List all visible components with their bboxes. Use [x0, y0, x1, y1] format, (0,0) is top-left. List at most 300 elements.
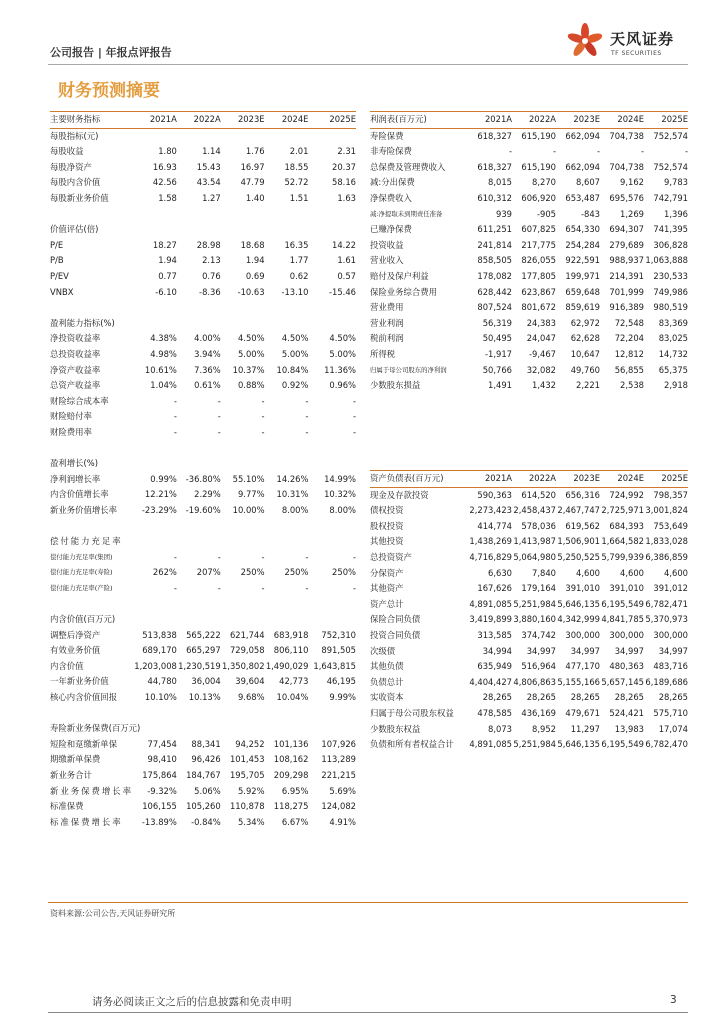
cell-value: 107,926 [321, 738, 356, 749]
cell-value: 28,265 [658, 692, 688, 703]
cell-value: - [217, 426, 221, 437]
cell-value: 5,657,145 [601, 676, 644, 687]
table-row [370, 628, 688, 644]
cell-value: - [261, 411, 265, 422]
row-label: 少数股东权益 [370, 723, 421, 734]
cell-value: 28,265 [570, 692, 600, 703]
year-header: 2021A [133, 112, 177, 129]
cell-value: 1,438,269 [469, 536, 512, 547]
disclaimer: 请务必阅读正文之后的信息披露和免责申明 [92, 996, 292, 1008]
table-row [370, 363, 688, 379]
cell-value: 741,395 [653, 224, 688, 235]
cell-value: 0.96% [329, 380, 356, 391]
year-header: 2022A [177, 112, 221, 129]
cell-value: 262% [152, 567, 177, 578]
cell-value: 683,918 [273, 629, 309, 640]
cell-value: 2,458,437 [513, 505, 556, 516]
row-label: P/B [50, 255, 64, 266]
cell-value: 2.01 [289, 146, 309, 157]
cell-value: 16.35 [284, 239, 309, 250]
row-label: 每股内含价值 [50, 177, 101, 188]
cell-value: 4,716,829 [469, 551, 512, 562]
cell-value: 42,773 [279, 676, 309, 687]
cell-value: -13.10 [281, 286, 309, 297]
cell-value: 742,791 [653, 192, 688, 203]
cell-value: 0.77 [158, 270, 177, 281]
table-row [370, 269, 688, 285]
row-label: 标准保费 [50, 801, 84, 812]
row-label: 投资合同负债 [370, 629, 421, 640]
row-label: 现金及存款投资 [370, 489, 429, 500]
cell-value: 250% [332, 567, 356, 578]
cell-value: 2,221 [576, 380, 600, 391]
cell-value: 1.94 [158, 255, 177, 266]
cell-value: 662,094 [565, 130, 600, 141]
cell-value: 46,195 [326, 676, 356, 687]
cell-value: 654,330 [565, 224, 600, 235]
row-label: 短险和趸缴新单保 [50, 738, 117, 749]
row-label: 财险赔付率 [50, 411, 92, 422]
cell-value: - [173, 582, 177, 593]
cell-value: 14,732 [658, 348, 688, 359]
cell-value: 610,312 [477, 192, 512, 203]
cell-value: 516,964 [521, 661, 556, 672]
row-label: P/E [50, 239, 64, 250]
cell-value: 279,689 [609, 239, 644, 250]
row-label: VNBX [50, 286, 74, 297]
cell-value: 618,327 [477, 161, 512, 172]
row-label: 其他资产 [370, 583, 404, 594]
cell-value: 6.95% [281, 785, 309, 796]
cell-value: 8.00% [281, 504, 309, 515]
cell-value: 414,774 [477, 520, 512, 531]
income-statement-table [370, 111, 688, 394]
cell-value: 8,015 [488, 177, 512, 188]
row-label: 净保费收入 [370, 192, 412, 203]
table-row [370, 316, 688, 332]
row-label: 其他投资 [370, 536, 404, 547]
group-header-row [50, 721, 356, 737]
cell-value: 391,012 [653, 583, 688, 594]
cell-value: - [552, 146, 556, 157]
cell-value: 619,562 [565, 520, 600, 531]
row-label: 调整后净资产 [50, 629, 101, 640]
cell-value: 47.79 [240, 177, 265, 188]
key-financial-indicators-table [50, 111, 356, 830]
cell-value: 88,341 [191, 738, 221, 749]
cell-value: 18.27 [152, 239, 177, 250]
breadcrumb: 公司报告 | 年报点评报告 [50, 46, 172, 59]
cell-value: 4,806,863 [513, 676, 556, 687]
cell-value: - [261, 426, 265, 437]
table-row [370, 690, 688, 706]
cell-value: 826,055 [521, 255, 556, 266]
cell-value: 313,585 [477, 629, 512, 640]
cell-value: 1.27 [202, 192, 221, 203]
cell-value: 6.67% [281, 816, 309, 827]
cell-value: 635,949 [477, 661, 512, 672]
table-row [50, 784, 356, 800]
cell-value: 8,270 [532, 177, 556, 188]
cell-value: 9,162 [620, 177, 644, 188]
cell-value: 749,986 [653, 286, 688, 297]
row-label: 资产总计 [370, 598, 404, 609]
cell-value: 5,646,135 [557, 598, 600, 609]
row-label: 偿付能力充足率(寿险) [50, 568, 113, 577]
cell-value: 590,363 [477, 489, 512, 500]
group-label: 价值评估(倍) [50, 224, 99, 235]
cell-value: 16.97 [240, 161, 265, 172]
cell-value: 50,495 [482, 333, 512, 344]
cell-value: 98,410 [147, 754, 177, 765]
group-label: 偿付能力充足率 [50, 536, 123, 547]
cell-value: 0.92% [281, 380, 309, 391]
cell-value: 724,992 [609, 489, 644, 500]
cell-value: 1,396 [664, 208, 688, 219]
year-header: 2025E [308, 112, 356, 129]
row-label: 期缴新单保费 [50, 754, 101, 765]
table-row [370, 519, 688, 535]
table-row [50, 378, 356, 394]
row-label: 归属于母公司股东权益 [370, 707, 454, 718]
row-label: 总投资资产 [370, 551, 412, 562]
cell-value: - [261, 551, 265, 562]
cell-value: 980,519 [653, 302, 688, 313]
cell-value: - [596, 146, 600, 157]
cell-value: 916,389 [609, 302, 644, 313]
table-row [50, 550, 356, 566]
cell-value: 5.00% [329, 348, 356, 359]
cell-value: -36.80% [185, 473, 221, 484]
cell-value: 478,585 [477, 707, 512, 718]
table-row [370, 160, 688, 176]
cell-value: 14.26% [276, 473, 309, 484]
year-header: 2024E [600, 471, 644, 488]
row-label: 非寿险保费 [370, 146, 412, 157]
cell-value: 108,162 [273, 754, 309, 765]
row-label: 赔付及保户利益 [370, 270, 429, 281]
cell-value: 2,467,747 [557, 505, 600, 516]
cell-value: 12.21% [144, 489, 177, 500]
cell-value: 18.55 [284, 161, 309, 172]
row-label: 所得税 [370, 348, 396, 359]
cell-value: 1,491 [488, 380, 512, 391]
cell-value: 56,319 [482, 317, 512, 328]
cell-value: 4,600 [576, 567, 600, 578]
table-row [370, 487, 688, 503]
cell-value: 10.04% [276, 691, 309, 702]
cell-value: 806,110 [273, 645, 309, 656]
cell-value: 6,195,549 [601, 739, 644, 750]
row-label: 寿险保费 [370, 130, 404, 141]
table-title: 利润表(百万元) [370, 112, 468, 129]
cell-value: 1.80 [158, 146, 177, 157]
cell-value: 391,010 [565, 583, 600, 594]
cell-value: 0.76 [202, 270, 221, 281]
cell-value: 513,838 [142, 629, 177, 640]
cell-value: 2.31 [337, 146, 356, 157]
row-label: 一年新业务价值 [50, 676, 109, 687]
cell-value: -905 [536, 208, 556, 219]
cell-value: 14.22 [332, 239, 356, 250]
cell-value: 988,937 [609, 255, 644, 266]
cell-value: - [173, 411, 177, 422]
table-row [370, 503, 688, 519]
cell-value: 4.91% [329, 816, 356, 827]
cell-value: 0.61% [194, 380, 221, 391]
table-header-row [50, 112, 356, 129]
cell-value: 614,520 [521, 489, 556, 500]
cell-value: 4,841,785 [601, 614, 644, 625]
cell-value: 2,273,423 [469, 505, 512, 516]
cell-value: 618,327 [477, 130, 512, 141]
table-row [50, 409, 356, 425]
cell-value: -9.32% [147, 785, 177, 796]
cell-value: 10.13% [188, 691, 221, 702]
cell-value: 1.51 [289, 192, 309, 203]
cell-value: 10.37% [232, 364, 265, 375]
cell-value: 5.06% [194, 785, 221, 796]
cell-value: 28,265 [614, 692, 644, 703]
group-label: 内含价值(百万元) [50, 614, 116, 624]
row-label: 保险合同负债 [370, 614, 421, 625]
cell-value: 1,230,519 [178, 660, 221, 671]
cell-value: 5,251,984 [513, 598, 556, 609]
cell-value: 436,169 [521, 707, 556, 718]
cell-value: 753,649 [653, 520, 688, 531]
cell-value: 1.58 [158, 192, 177, 203]
cell-value: 479,671 [565, 707, 600, 718]
table-row [370, 675, 688, 691]
cell-value: 656,316 [565, 489, 600, 500]
cell-value: 209,298 [273, 769, 309, 780]
table-row [50, 487, 356, 503]
table-row [370, 191, 688, 207]
row-label: 新业务保费增长率 [50, 785, 133, 796]
table-row [50, 503, 356, 519]
cell-value: 8.00% [329, 504, 356, 515]
row-label: 净资产收益率 [50, 364, 101, 375]
cell-value: 704,738 [609, 130, 644, 141]
cell-value: 195,705 [229, 769, 265, 780]
cell-value: 55.10% [232, 473, 265, 484]
cell-value: 4.50% [237, 333, 265, 344]
cell-value: 230,533 [653, 270, 688, 281]
brand-flower-icon [566, 22, 604, 60]
table-header-row [370, 112, 688, 129]
cell-value: 50,766 [482, 364, 512, 375]
table-row [50, 191, 356, 207]
cell-value: 207% [196, 567, 221, 578]
cell-value: 752,574 [653, 130, 688, 141]
cell-value: 18.68 [240, 239, 265, 250]
table-row [50, 565, 356, 581]
table-row [50, 160, 356, 176]
group-label: 盈利增长(%) [50, 458, 98, 469]
cell-value: 4.50% [329, 333, 356, 344]
cell-value: -1,917 [485, 348, 512, 359]
cell-value: - [217, 551, 221, 562]
table-row [50, 690, 356, 706]
cell-value: 177,805 [521, 270, 556, 281]
table-row [50, 643, 356, 659]
cell-value: 477,170 [565, 661, 600, 672]
cell-value: - [640, 146, 644, 157]
cell-value: 7.36% [194, 364, 221, 375]
cell-value: - [305, 411, 309, 422]
cell-value: 94,252 [235, 738, 265, 749]
cell-value: 4.00% [194, 333, 221, 344]
cell-value: 11.36% [324, 364, 356, 375]
cell-value: -8.36 [199, 286, 221, 297]
cell-value: 34,997 [570, 645, 600, 656]
group-header-row [50, 612, 356, 628]
cell-value: 5,799,939 [601, 551, 644, 562]
cell-value: - [305, 582, 309, 593]
cell-value: 4,404,427 [469, 676, 512, 687]
cell-value: 5,251,984 [513, 739, 556, 750]
cell-value: 1,432 [532, 380, 556, 391]
cell-value: 665,297 [186, 645, 221, 656]
cell-value: 1,063,888 [645, 255, 688, 266]
cell-value: 5,370,973 [645, 614, 688, 625]
cell-value: 20.37 [332, 161, 356, 172]
cell-value: 72,204 [614, 333, 644, 344]
cell-value: 4.98% [150, 348, 177, 359]
year-header: 2024E [600, 112, 644, 129]
cell-value: 615,190 [521, 161, 556, 172]
cell-value: 891,505 [321, 645, 356, 656]
table-title: 主要财务指标 [50, 112, 133, 129]
cell-value: 2.29% [194, 489, 221, 500]
table-row [50, 752, 356, 768]
cell-value: 34,994 [482, 645, 512, 656]
row-label: 次级债 [370, 645, 396, 656]
table-row [370, 175, 688, 191]
cell-value: - [217, 395, 221, 406]
table-row [50, 659, 356, 675]
table-row [370, 644, 688, 660]
cell-value: -23.29% [141, 504, 177, 515]
spacer-row [50, 596, 356, 612]
cell-value: 72,548 [614, 317, 644, 328]
cell-value: 5.00% [281, 348, 309, 359]
row-label: 标准保费增长率 [50, 816, 123, 827]
cell-value: 1,203,008 [134, 660, 177, 671]
cell-value: 623,867 [521, 286, 556, 297]
cell-value: 565,222 [186, 629, 221, 640]
cell-value: 5.00% [237, 348, 265, 359]
row-label: 总资产收益率 [50, 380, 101, 391]
cell-value: -0.84% [191, 816, 221, 827]
cell-value: 694,307 [609, 224, 644, 235]
row-label: 债权投资 [370, 505, 404, 516]
cell-value: - [217, 582, 221, 593]
group-header-row [50, 128, 356, 144]
cell-value: 0.88% [237, 380, 265, 391]
header-divider [48, 64, 688, 65]
cell-value: 10.61% [144, 364, 177, 375]
table-row [370, 581, 688, 597]
table-row [370, 378, 688, 394]
cell-value: 5.92% [237, 785, 265, 796]
cell-value: - [305, 426, 309, 437]
row-label: 负债总计 [370, 676, 404, 687]
cell-value: 798,357 [653, 489, 688, 500]
cell-value: -19.60% [185, 504, 221, 515]
table-row [370, 347, 688, 363]
cell-value: 659,648 [565, 286, 600, 297]
cell-value: 254,284 [565, 239, 600, 250]
row-label: 股权投资 [370, 520, 404, 531]
cell-value: 175,864 [142, 769, 177, 780]
cell-value: 5.34% [237, 816, 265, 827]
section-title: 财务预测摘要 [58, 81, 160, 101]
cell-value: 13,983 [614, 723, 644, 734]
cell-value: 1.76 [245, 146, 265, 157]
cell-value: 34,997 [526, 645, 556, 656]
cell-value: 8,607 [576, 177, 600, 188]
table-row [50, 768, 356, 784]
cell-value: 480,363 [609, 661, 644, 672]
cell-value: 300,000 [653, 629, 688, 640]
cell-value: 5,155,166 [557, 676, 600, 687]
cell-value: 6,630 [488, 567, 512, 578]
cell-value: 28.98 [196, 239, 221, 250]
table-row [370, 128, 688, 144]
cell-value: 83,025 [658, 333, 688, 344]
cell-value: 36,004 [191, 676, 221, 687]
cell-value: - [173, 426, 177, 437]
spacer-row [50, 207, 356, 223]
cell-value: 65,375 [658, 364, 688, 375]
source-note: 资料来源:公司公告,天风证券研究所 [50, 909, 176, 918]
cell-value: 6,782,471 [645, 598, 688, 609]
group-header-row [50, 316, 356, 332]
table-row [370, 207, 688, 223]
cell-value: 77,454 [147, 738, 177, 749]
cell-value: 6,386,859 [645, 551, 688, 562]
cell-value: 391,010 [609, 583, 644, 594]
cell-value: 221,215 [321, 769, 356, 780]
cell-value: 44,780 [147, 676, 177, 687]
cell-value: - [305, 395, 309, 406]
cell-value: 10.84% [276, 364, 309, 375]
page-number: 3 [670, 994, 677, 1006]
year-header: 2023E [221, 112, 265, 129]
year-header: 2024E [265, 112, 309, 129]
row-label: 营业利润 [370, 317, 404, 328]
table-row [370, 285, 688, 301]
cell-value: 1.04% [150, 380, 177, 391]
cell-value: 374,742 [521, 629, 556, 640]
group-label: 每股指标(元) [50, 130, 99, 141]
brand-name: 天风证券 [610, 30, 675, 48]
cell-value: - [305, 551, 309, 562]
table-row [50, 331, 356, 347]
cell-value: 10.10% [144, 691, 177, 702]
row-label: 净利润增长率 [50, 473, 101, 484]
cell-value: 3,880,160 [513, 614, 556, 625]
cell-value: 578,036 [521, 520, 556, 531]
cell-value: 105,260 [186, 801, 221, 812]
year-header: 2021A [468, 471, 512, 488]
row-label: 减:分出保费 [370, 177, 415, 188]
table-row [370, 534, 688, 550]
table-row [50, 581, 356, 597]
cell-value: 4,891,085 [469, 739, 512, 750]
cell-value: - [352, 582, 356, 593]
